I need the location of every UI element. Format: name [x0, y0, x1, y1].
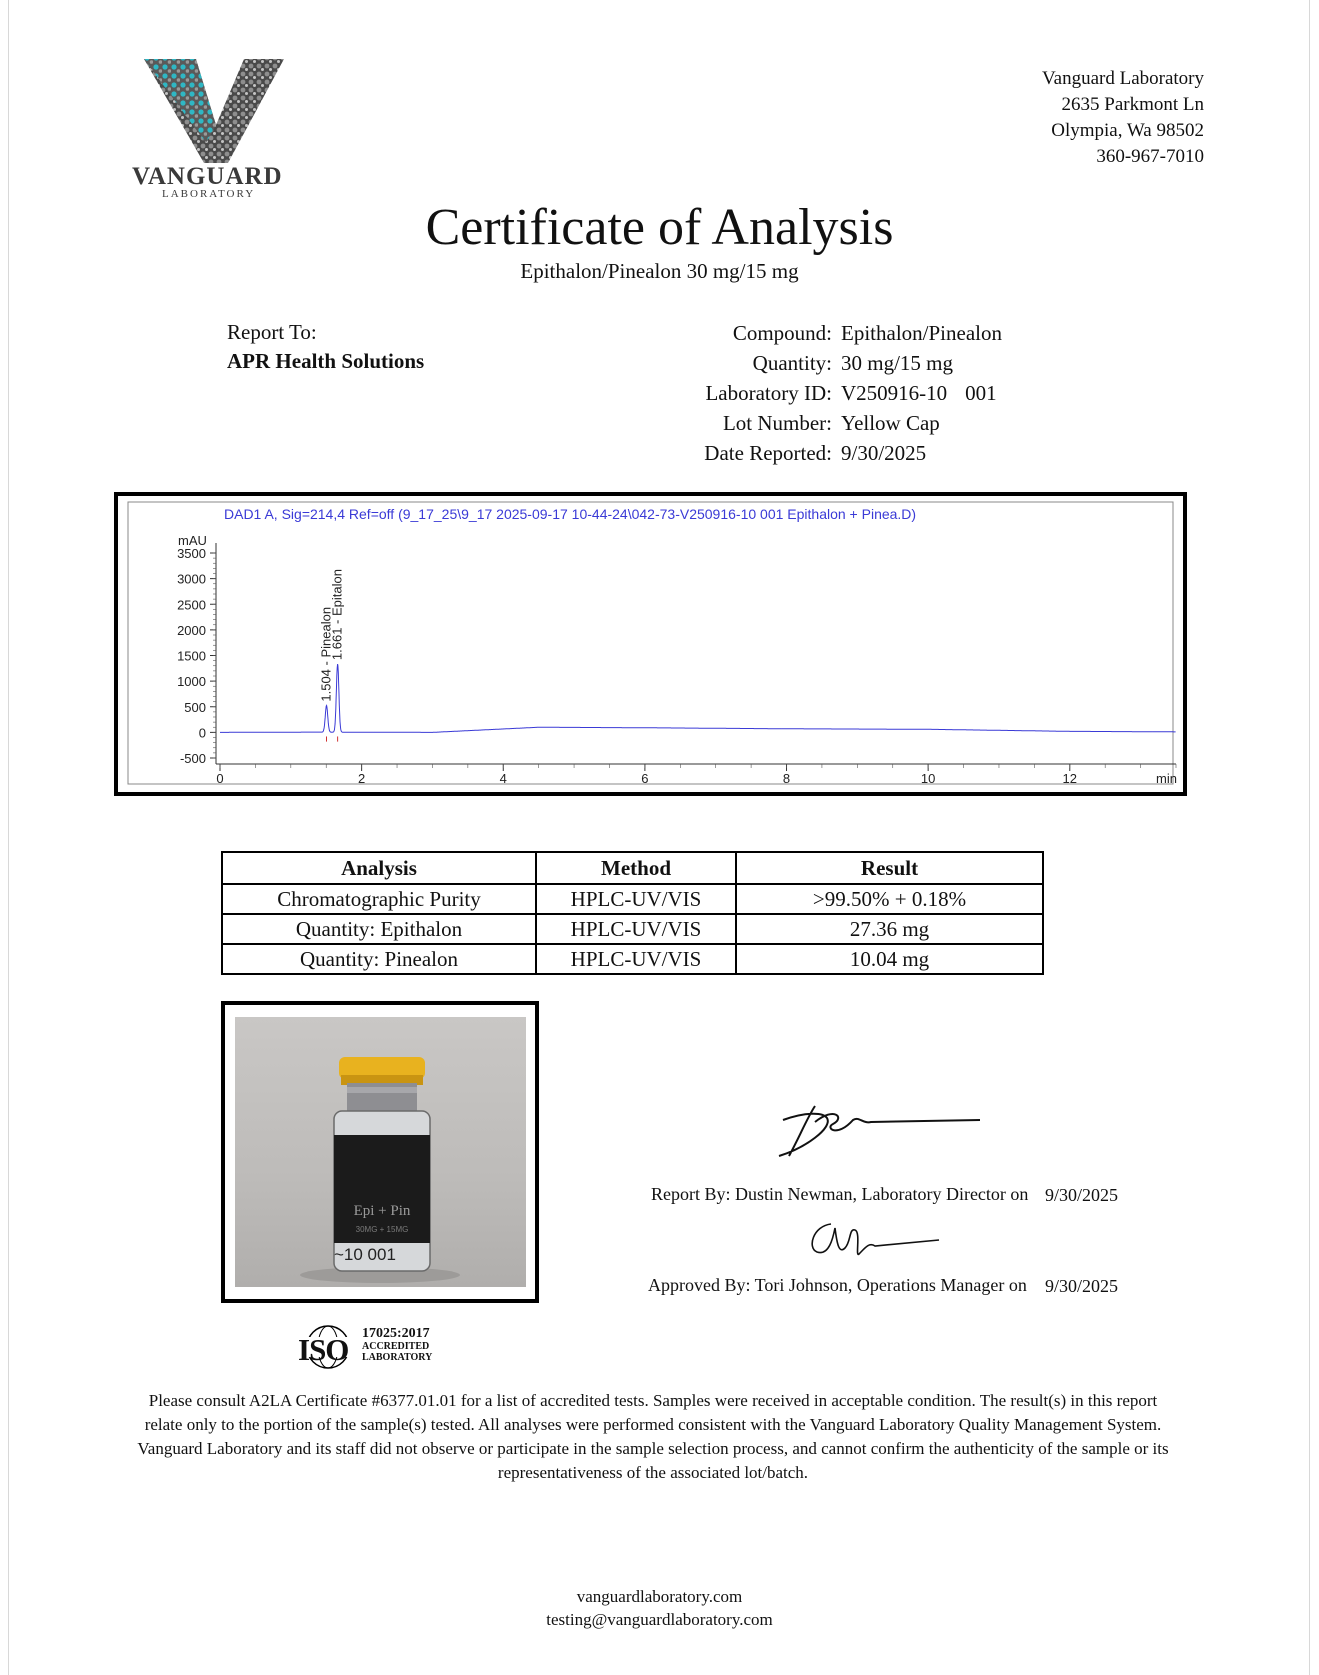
info-compound: Epithalon/Pinealon — [841, 321, 1002, 345]
table-header-row — [222, 852, 1043, 884]
header-analysis: Analysis — [222, 852, 536, 884]
logo-subtext: LABORATORY — [162, 188, 256, 200]
y-tick-label: 3500 — [177, 546, 206, 561]
info-lot: Yellow Cap — [841, 411, 940, 435]
y-tick-label: 0 — [198, 725, 206, 741]
cell-analysis: Chromatographic Purity — [222, 884, 536, 914]
info-quantity: 30 mg/15 mg — [841, 351, 954, 375]
y-tick-label: 2500 — [177, 597, 206, 613]
website-link[interactable]: vanguardlaboratory.com — [576, 1587, 743, 1606]
client-name: APR Health Solutions — [227, 349, 425, 373]
iso-laboratory: LABORATORY — [362, 1352, 433, 1363]
report-by-date: 9/30/2025 — [1045, 1185, 1119, 1205]
x-tick-label: 6 — [641, 771, 649, 786]
chromatogram-frame — [114, 492, 1187, 796]
iso-accreditation-badge — [296, 1323, 456, 1373]
y-tick-label: 2000 — [177, 622, 206, 638]
x-tick-label: 4 — [499, 771, 507, 786]
header-result: Result — [736, 852, 1043, 884]
y-tick-label: -500 — [179, 751, 206, 766]
approved-by-text: Approved By: Tori Johnson, Operations Manager on — [648, 1275, 1027, 1295]
sample-info-labels — [704, 318, 832, 468]
iso-standard: 17025:2017 — [362, 1326, 430, 1341]
report-to-label: Report To: — [227, 320, 317, 344]
vial-dose: 30MG + 15MG — [355, 1225, 409, 1234]
info-date: 9/30/2025 — [841, 441, 927, 465]
lab-id-suffix: 001 — [965, 381, 997, 405]
manager-signature — [803, 1218, 943, 1260]
table-row — [222, 944, 1043, 974]
x-tick-label: 10 — [920, 771, 936, 786]
disclaimer-note: Please consult A2LA Certificate #6377.01.01 for a list of accredited tests. Samples were received in acceptable condition. The result(s) in this report relate only to the portion of the sample(s) tested. All analyses were performed consistent with the Vanguard Laboratory Quality Management System. Vanguard Laboratory and its staff did not observe or participate in the sample selection process, and cannot confirm the authenticity of the sample or its representativeness of the associated lot/batch. — [137, 1391, 1169, 1482]
x-axis-label: min — [1156, 771, 1177, 786]
vial-label: Epi + Pin — [353, 1203, 411, 1219]
iso-accredited: ACCREDITED — [362, 1341, 430, 1352]
cell-result: 10.04 mg — [736, 944, 1043, 974]
y-tick-label: 3000 — [177, 571, 206, 587]
cell-method: HPLC-UV/VIS — [536, 944, 736, 974]
info-label-compound: Compound: — [732, 321, 832, 345]
email-link[interactable]: testing@vanguardlaboratory.com — [546, 1610, 773, 1629]
address-line: Vanguard Laboratory — [1042, 68, 1204, 89]
y-tick-label: 500 — [184, 699, 206, 715]
info-label-date: Date Reported: — [704, 441, 832, 465]
report-to-block — [227, 318, 424, 376]
peak-label: 1.504 - Pinealon — [318, 606, 334, 702]
lab-address — [1042, 66, 1204, 170]
vial-id: ~10 001 — [334, 1245, 396, 1264]
x-tick-label: 8 — [782, 771, 791, 786]
report-by-text: Report By: Dustin Newman, Laboratory Director on — [651, 1184, 1029, 1204]
vanguard-logo — [130, 55, 300, 205]
chromatogram-chart — [118, 496, 1183, 792]
x-tick-label: 2 — [358, 771, 366, 786]
cell-result: 27.36 mg — [736, 914, 1043, 944]
contact-footer — [0, 1585, 1319, 1631]
cell-method: HPLC-UV/VIS — [536, 884, 736, 914]
chart-inner-frame — [128, 502, 1173, 784]
x-tick-label: 0 — [216, 771, 224, 786]
peak-label: 1.661 - Epitalon — [329, 569, 345, 661]
cell-result: >99.50% + 0.18% — [736, 884, 1043, 914]
info-label-lot: Lot Number: — [722, 411, 832, 435]
document-title: Certificate of Analysis — [425, 199, 894, 256]
x-tick-label: 12 — [1062, 771, 1078, 786]
info-label-quantity: Quantity: — [752, 351, 832, 375]
address-line: 360-967-7010 — [1096, 146, 1204, 167]
chart-title: DAD1 A, Sig=214,4 Ref=off (9_17_25\9_17 2025-09-17 10-44-24\042-73-V250916-10 001 Epithalon + Pinea.D) — [224, 506, 917, 522]
director-signature — [775, 1098, 985, 1160]
cell-analysis: Quantity: Epithalon — [222, 914, 536, 944]
table-row — [222, 914, 1043, 944]
sample-photo-frame — [221, 1001, 539, 1303]
cell-method: HPLC-UV/VIS — [536, 914, 736, 944]
results-table — [221, 851, 1044, 975]
approved-by-date: 9/30/2025 — [1045, 1276, 1119, 1296]
lab-id: V250916-10 — [841, 381, 948, 405]
info-label-lab-id: Laboratory ID: — [705, 381, 832, 405]
header-method: Method — [536, 852, 736, 884]
info-lab-id — [841, 378, 1002, 408]
y-axis-label: mAU — [178, 533, 207, 548]
series-line — [220, 664, 1176, 732]
logo-wordmark: VANGUARD — [132, 163, 283, 190]
y-tick-label: 1500 — [177, 648, 206, 664]
document-subtitle: Epithalon/Pinealon 30 mg/15 mg — [520, 259, 799, 283]
sample-info-values — [841, 318, 1002, 468]
address-line: 2635 Parkmont Ln — [1061, 94, 1204, 115]
address-line: Olympia, Wa 98502 — [1051, 120, 1204, 141]
y-tick-label: 1000 — [177, 674, 206, 690]
cell-analysis: Quantity: Pinealon — [222, 944, 536, 974]
table-row — [222, 884, 1043, 914]
sample-vial-photo — [235, 1017, 526, 1287]
iso-mark: ISO — [298, 1332, 349, 1367]
